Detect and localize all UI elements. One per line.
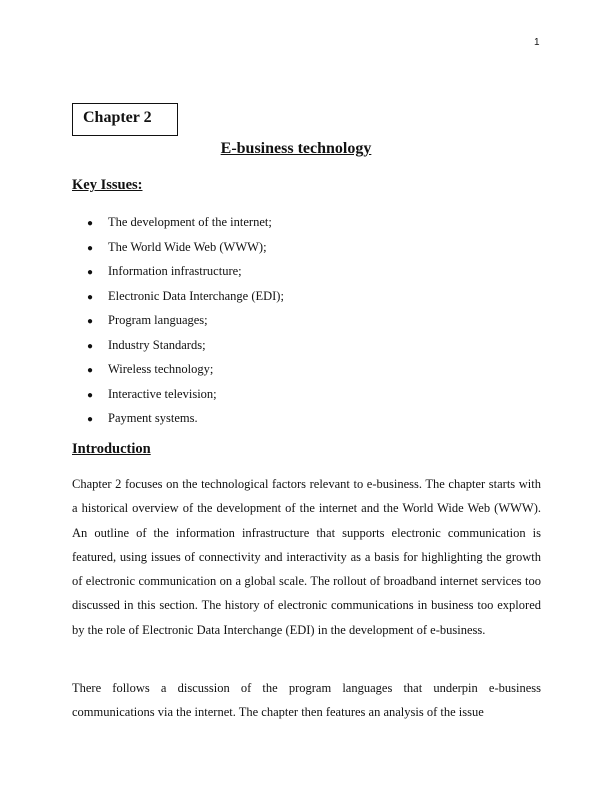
key-issues-heading: Key Issues: [72, 177, 143, 193]
introduction-paragraph-2: There follows a discussion of the program languages that underpin e-business communications via the internet. The chapter then features an analysis of the issue [72, 681, 541, 720]
bullet-icon: ● [87, 365, 94, 376]
list-item-text: Industry Standards; [108, 337, 206, 352]
chapter-label-box: Chapter 2 [72, 103, 178, 136]
list-item [72, 259, 284, 284]
list-item-text: Electronic Data Interchange (EDI); [108, 288, 284, 303]
list-item [72, 210, 284, 235]
bullet-icon: ● [87, 389, 94, 401]
list-item [72, 333, 284, 358]
introduction-heading: Introduction [72, 441, 151, 457]
list-item-text: The World Wide Web (WWW); [108, 239, 267, 254]
bullet-icon: ● [87, 218, 94, 229]
page-number: 1 [534, 37, 540, 48]
list-item-text: Wireless technology; [108, 362, 214, 376]
list-item [72, 284, 284, 309]
list-item-text: Payment systems. [108, 411, 198, 425]
list-item-text: Information infrastructure; [108, 264, 242, 278]
list-item [72, 235, 284, 260]
introduction-paragraph-1: Chapter 2 focuses on the technological factors relevant to e-business. The chapter starts with a historical overview of the development of the internet and the World Wide Web (WWW). An outline of the information infrastructure that supports electronic communication is featured, using issues of connectivity and interactivity as a basis for highlighting the growth of electronic communication on a global scale. The rollout of broadband internet services too discussed in this section. The history of electronic communications in business too explored by the role of Electronic Data Interchange (EDI) in the development of e-business. [72, 477, 541, 637]
list-item-text: Program languages; [108, 313, 208, 327]
bullet-icon: ● [87, 340, 94, 352]
list-item [72, 308, 284, 333]
list-item [72, 382, 284, 407]
list-item-text: The development of the internet; [108, 215, 272, 229]
list-item [72, 357, 284, 382]
bullet-icon: ● [87, 291, 94, 303]
key-issues-list [72, 210, 284, 431]
list-item [72, 406, 284, 431]
bullet-icon: ● [87, 267, 94, 278]
bullet-icon: ● [87, 242, 94, 254]
list-item-text: Interactive television; [108, 386, 217, 401]
bullet-icon: ● [87, 414, 94, 425]
bullet-icon: ● [87, 316, 94, 327]
page-title: E-business technology [220, 140, 372, 157]
